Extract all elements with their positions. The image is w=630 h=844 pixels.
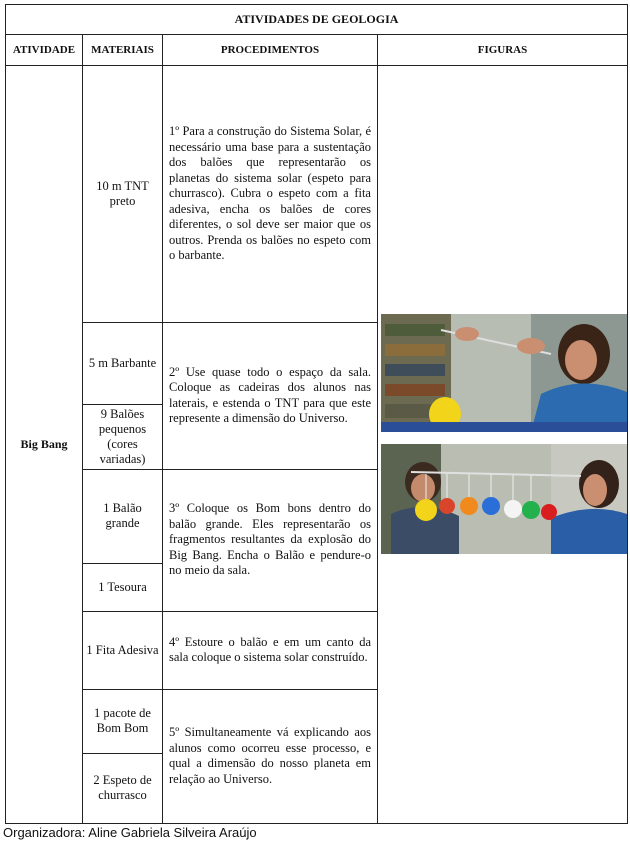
- geology-activities-table: [5, 4, 628, 824]
- balloon: [504, 500, 522, 518]
- material-item: 1 Fita Adesiva: [83, 611, 163, 689]
- figures-cell: [378, 66, 628, 824]
- material-item: 9 Balões pequenos (cores variadas): [83, 405, 163, 469]
- balloon: [541, 504, 557, 520]
- material-item: 1 pacote de Bom Bom: [83, 689, 163, 753]
- material-item: 10 m TNT preto: [83, 66, 163, 323]
- header-procedimentos: PROCEDIMENTOS: [163, 35, 378, 66]
- photo-solar-system-model: [381, 444, 627, 554]
- procedure-step-2: 2º Use quase todo o espaço da sala. Coloque as cadeiras dos alunos nas laterais, e estenda o TNT para que este represente a dimensão do Universo.: [163, 323, 378, 469]
- organizer-credit: Organizadora: Aline Gabriela Silveira Araújo: [3, 825, 257, 840]
- photo-student-holding-skewer: [381, 314, 627, 432]
- header-materiais: MATERIAIS: [83, 35, 163, 66]
- balloon: [415, 499, 437, 521]
- material-item: 1 Balão grande: [83, 469, 163, 563]
- balloon: [522, 501, 540, 519]
- procedure-step-3: 3º Coloque os Bom bons dentro do balão grande. Eles representarão os fragmentos resultantes da explosão do Big Bang. Encha o Balão e pendure-o no meio da sala.: [163, 469, 378, 611]
- balloon: [482, 497, 500, 515]
- activity-name: Big Bang: [6, 66, 83, 824]
- procedure-step-4: 4º Estoure o balão e em um canto da sala coloque o sistema solar construído.: [163, 611, 378, 689]
- balloon: [460, 497, 478, 515]
- table-title: ATIVIDADES DE GEOLOGIA: [6, 5, 628, 35]
- header-figuras: FIGURAS: [378, 35, 628, 66]
- header-atividade: ATIVIDADE: [6, 35, 83, 66]
- material-item: 1 Tesoura: [83, 563, 163, 611]
- procedure-step-5: 5º Simultaneamente vá explicando aos alunos como ocorreu esse processo, e qual a dimensão do nosso planeta em relação ao Universo.: [163, 689, 378, 823]
- material-item: 2 Espeto de churrasco: [83, 753, 163, 823]
- procedure-step-1: 1º Para a construção do Sistema Solar, é necessário uma base para a sustentação dos balões que representarão os planetas do sistema solar (espeto para churrasco). Cubra o espeto com a fita adesiva, encha os balões de cores diferentes, o sol deve ser maior que os outros. Prenda os balões no espeto com o barbante.: [163, 66, 378, 323]
- material-item: 5 m Barbante: [83, 323, 163, 405]
- balloon: [439, 498, 455, 514]
